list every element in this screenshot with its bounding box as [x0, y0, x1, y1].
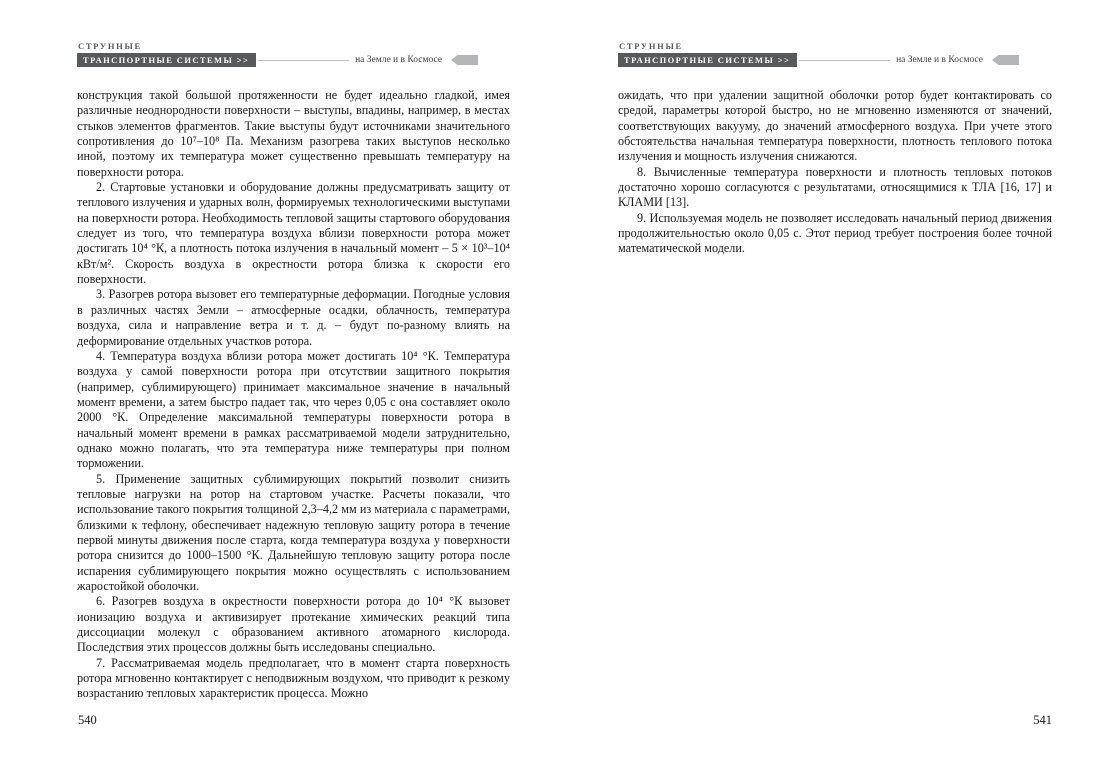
paragraph-item-9: 9. Используемая модель не позволяет исследовать начальный период движения продолжительностью около 0,05 с. Этот период требует построения более точной математической модели. — [618, 210, 1052, 256]
page-number-right: 541 — [1033, 713, 1052, 727]
running-head-row — [618, 53, 1019, 67]
paragraph-item-5: 5. Применение защитных сублимирующих покрытий позволит снизить тепловые нагрузки на ротор на стартовом участке. Расчеты показали, что использование такого покрытия толщиной 2,3–4,2 мм из материала с параметрами, близкими к тефлону, обеспечивает надежную тепловую защиту ротора в течение первой минуты движения после старта, когда температура воздуха у поверхности ротора снизится до 1000–1500 °К. Дальнейшую тепловую защиту ротора после испарения сублимирующего покрытия можно осуществлять с использованием жаростойкой оболочки. — [77, 471, 510, 593]
header-rule — [258, 60, 349, 61]
page-number-left: 540 — [78, 713, 97, 727]
banner-title: ТРАНСПОРТНЫЕ СИСТЕМЫ >> — [77, 53, 256, 67]
header-rule — [799, 60, 890, 61]
series-title: СТРУННЫЕ — [78, 41, 142, 51]
arrow-left-icon — [451, 55, 478, 65]
running-head-left — [77, 41, 478, 67]
running-head-row — [77, 53, 478, 67]
paragraph-item-3: 3. Разогрев ротора вызовет его температурные деформации. Погодные условия в различных частях Земли – атмосферные осадки, облачность, температура воздуха, сила и направление ветра и т. д. – будут по-разному влиять на деформирование отдельных участков ротора. — [77, 287, 510, 348]
running-head-right — [618, 41, 1019, 67]
paragraph-continuation: конструкция такой большой протяженности не будет идеально гладкой, имея различные неоднородности поверхности – выступы, впадины, например, в местах стыков элементов фрагментов. Такие выступы будут источниками значительного сопротивления до 10⁷–10⁸ Па. Механизм разогрева таких выступов несколько иной, поэтому их температура может существенно превышать температуру на поверхности ротора. — [77, 88, 510, 179]
arrow-left-icon — [992, 55, 1019, 65]
paragraph-item-7: 7. Рассматриваемая модель предполагает, что в момент старта поверхность ротора мгновенно контактирует с неподвижным воздухом, что приводит к резкому возрастанию тепловых характеристик процесса. Можно — [77, 655, 510, 701]
subtitle: на Земле и в Космосе — [355, 55, 442, 65]
paragraph-item-6: 6. Разогрев воздуха в окрестности поверхности ротора до 10⁴ °К вызовет ионизацию воздуха и активизирует протекание химических реакций типа диссоциации молекул с образованием активного атомарного кислорода. Последствия этих процессов должны быть исследованы специально. — [77, 594, 510, 655]
page-body-right — [618, 88, 1052, 257]
page-left — [77, 0, 510, 777]
paragraph-continuation: ожидать, что при удалении защитной оболочки ротор будет контактировать со средой, параметры которой быстро, но не мгновенно изменяются от значений, соответствующих вакууму, до значений атмосферного воздуха. При учете этого обстоятельства начальная температура поверхности, плотность теплового потока излучения и мощность излучения снижаются. — [618, 88, 1052, 164]
banner-title: ТРАНСПОРТНЫЕ СИСТЕМЫ >> — [618, 53, 797, 67]
series-title: СТРУННЫЕ — [619, 41, 683, 51]
page-right — [618, 0, 1052, 777]
subtitle: на Земле и в Космосе — [896, 55, 983, 65]
paragraph-item-8: 8. Вычисленные температура поверхности и плотность тепловых потоков достаточно хорошо согласуются с результатами, относящимися к ТЛА [16, 17] и КЛАМИ [13]. — [618, 164, 1052, 210]
page-body-left — [77, 88, 510, 702]
paragraph-item-4: 4. Температура воздуха вблизи ротора может достигать 10⁴ °К. Температура воздуха у самой поверхности ротора при отсутствии защитного покрытия (например, сублимирующего) принимает максимальное значение в начальный момент времени, а затем быстро падает так, что через 0,05 с она составляет около 2000 °К. Определение максимальной температуры поверхности ротора в начальный момент времени в рамках рассматриваемой модели затруднительно, однако можно полагать, что эта температура ниже температуры при полном торможении. — [77, 348, 510, 471]
paragraph-item-2: 2. Стартовые установки и оборудование должны предусматривать защиту от теплового излучения и ударных волн, формируемых технологическими выступами на поверхности ротора. Необходимость тепловой защиты стартового оборудования следует из того, что температура воздуха вблизи поверхности ротора может достигать 10⁴ °К, а плотность потока излучения в начальный момент – 5 × 10³–10⁴ кВт/м². Скорость воздуха в окрестности ротора близка к скорости его поверхности. — [77, 180, 510, 287]
